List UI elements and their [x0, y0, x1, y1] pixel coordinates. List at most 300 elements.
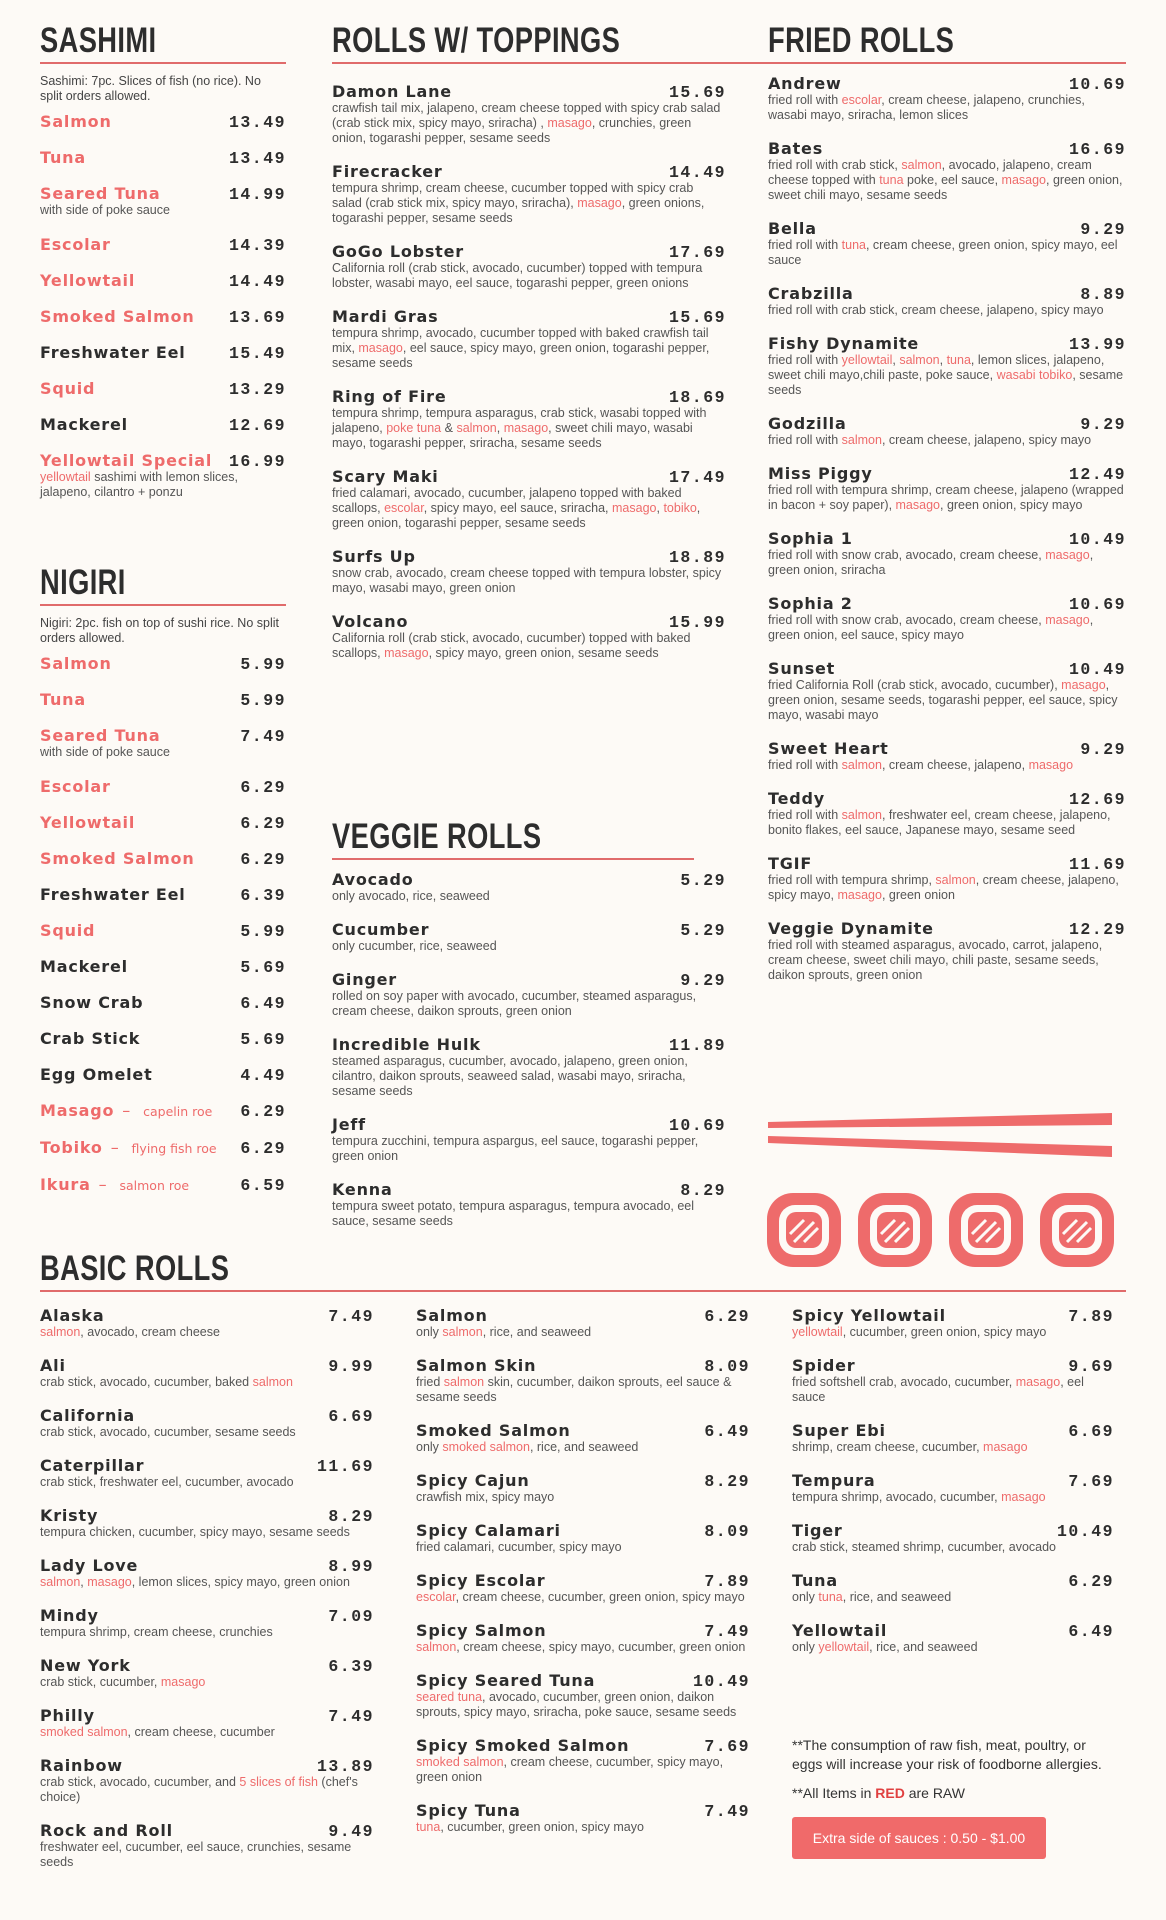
menu-item	[40, 849, 286, 868]
item-name-text: Sophia 1	[768, 529, 853, 548]
item-description: fried softshell crab, avocado, cucumber, masago, eel sauce	[792, 1375, 1084, 1404]
toppings-section	[332, 22, 726, 74]
item-name	[40, 1306, 374, 1325]
item-description: freshwater eel, cucumber, eel sauce, crunchies, sesame seeds	[40, 1840, 352, 1869]
menu-item	[40, 885, 286, 904]
item-price: 6.29	[240, 1139, 286, 1158]
item-name-text: Seared Tuna	[40, 726, 161, 745]
menu-item	[768, 74, 1126, 123]
item-description: tempura chicken, cucumber, spicy mayo, sesame seeds	[40, 1525, 350, 1539]
item-name-text: GoGo Lobster	[332, 242, 464, 261]
basic-list-col1	[40, 1306, 374, 1886]
item-name-text: Alaska	[40, 1306, 105, 1325]
item-name-text: Freshwater Eel	[40, 343, 186, 362]
menu-item	[40, 1456, 374, 1490]
item-name-text: Salmon	[416, 1306, 488, 1325]
item-name-text: Miss Piggy	[768, 464, 873, 483]
item-price: 6.59	[240, 1176, 286, 1195]
item-price: 6.29	[1068, 1572, 1114, 1591]
item-price: 13.89	[316, 1757, 374, 1776]
item-name-text: California	[40, 1406, 136, 1425]
item-price: 6.69	[328, 1407, 374, 1426]
menu-item	[40, 1065, 286, 1084]
item-price: 6.29	[240, 850, 286, 869]
item-price: 5.69	[240, 1030, 286, 1049]
item-price: 8.29	[328, 1507, 374, 1526]
divider	[332, 858, 694, 860]
item-name	[332, 1115, 726, 1134]
item-name-text: Ali	[40, 1356, 66, 1375]
item-price: 10.49	[1056, 1522, 1114, 1541]
item-name-text: Teddy	[768, 789, 825, 808]
item-subtitle: salmon roe	[119, 1178, 190, 1193]
nigiri-list	[40, 654, 286, 1195]
item-description: with side of poke sauce	[40, 745, 170, 759]
item-description: tempura shrimp, tempura asparagus, crab stick, wasabi topped with jalapeno, poke tuna & salmon, masago, sweet chili mayo, wasabi mayo, togarashi pepper, sriracha, sesame seeds	[332, 406, 707, 450]
menu-item	[40, 415, 286, 434]
menu-item	[40, 1356, 374, 1390]
item-description: salmon, masago, lemon slices, spicy mayo, green onion	[40, 1575, 350, 1589]
item-price: 9.29	[1080, 415, 1126, 434]
item-name-text: Firecracker	[332, 162, 443, 181]
item-name	[416, 1571, 750, 1590]
item-name-text: Spicy Calamari	[416, 1521, 561, 1540]
item-description: only tuna, rice, and seaweed	[792, 1590, 952, 1604]
sashimi-list	[40, 112, 286, 500]
item-description: tuna, cucumber, green onion, spicy mayo	[416, 1820, 644, 1834]
item-name	[332, 82, 726, 101]
item-price: 8.99	[328, 1557, 374, 1576]
menu-item	[40, 1556, 374, 1590]
item-name-text: Tuna	[40, 148, 86, 167]
item-price: 7.09	[328, 1607, 374, 1626]
item-price: 7.49	[328, 1707, 374, 1726]
item-name-text: Volcano	[332, 612, 409, 631]
item-name-text: Yellowtail	[40, 271, 136, 290]
menu-item	[768, 414, 1126, 448]
item-name-text: Sweet Heart	[768, 739, 889, 758]
menu-item	[40, 148, 286, 167]
item-description: with side of poke sauce	[40, 203, 170, 217]
item-description: seared tuna, avocado, cucumber, green onion, daikon sprouts, spicy mayo, sriracha, poke sauce, sesame seeds	[416, 1690, 737, 1719]
item-price: 15.69	[668, 83, 726, 102]
menu-item	[416, 1801, 750, 1835]
menu-item	[768, 659, 1126, 723]
menu-item	[768, 739, 1126, 773]
item-price: 7.49	[328, 1307, 374, 1326]
menu-item	[332, 547, 726, 596]
item-price: 6.39	[240, 886, 286, 905]
item-price: 5.99	[240, 922, 286, 941]
item-price: 7.89	[704, 1572, 750, 1591]
menu-item	[768, 284, 1126, 318]
item-name-text: Spicy Cajun	[416, 1471, 530, 1490]
menu-item	[332, 920, 726, 954]
sashimi-note: Sashimi: 7pc. Slices of fish (no rice). No split orders allowed.	[40, 74, 261, 103]
item-name-text: Crab Stick	[40, 1029, 141, 1048]
item-price: 7.89	[1068, 1307, 1114, 1326]
item-description: tempura shrimp, cream cheese, cucumber topped with spicy crab salad (crab stick mix, spicy mayo, sriracha), masago, green onions, togarashi pepper, sesame seeds	[332, 181, 705, 225]
item-name-text: Salmon	[40, 112, 112, 131]
item-price: 6.49	[1068, 1622, 1114, 1641]
item-name-text: Ginger	[332, 970, 398, 989]
item-price: 7.49	[704, 1622, 750, 1641]
item-name-text: Tuna	[792, 1571, 838, 1590]
item-price: 9.29	[1080, 740, 1126, 759]
menu-item	[768, 854, 1126, 903]
menu-item	[332, 1115, 726, 1164]
item-name-text: Rainbow	[40, 1756, 123, 1775]
item-name-text: Spider	[792, 1356, 856, 1375]
item-description: fried calamari, cucumber, spicy mayo	[416, 1540, 622, 1554]
item-name	[332, 970, 726, 989]
menu-item	[40, 690, 286, 709]
item-price: 6.49	[240, 994, 286, 1013]
item-name-text: Surfs Up	[332, 547, 416, 566]
item-price: 7.69	[704, 1737, 750, 1756]
fried-title: FRIED ROLLS	[768, 21, 955, 60]
item-description: fried roll with salmon, cream cheese, jalapeno, spicy mayo	[768, 433, 1092, 447]
item-name-text: Ikura	[40, 1175, 91, 1194]
item-description: only yellowtail, rice, and seaweed	[792, 1640, 978, 1654]
menu-item	[40, 1175, 286, 1195]
menu-item	[40, 271, 286, 290]
item-price: 11.69	[316, 1457, 374, 1476]
item-name-text: Spicy Seared Tuna	[416, 1671, 596, 1690]
item-name-text: Mindy	[40, 1606, 99, 1625]
menu-item	[768, 789, 1126, 838]
item-name-text: Bates	[768, 139, 824, 158]
menu-item	[332, 242, 726, 291]
menu-item	[332, 1035, 726, 1099]
item-description: shrimp, cream cheese, cucumber, masago	[792, 1440, 1028, 1454]
item-price: 15.69	[668, 308, 726, 327]
item-description: crab stick, avocado, cucumber, and 5 slices of fish (chef's choice)	[40, 1775, 358, 1804]
menu-item	[40, 1306, 374, 1340]
item-price: 12.69	[228, 416, 286, 435]
item-price: 14.49	[668, 163, 726, 182]
item-description: fried roll with snow crab, avocado, cream cheese, masago, green onion, sriracha	[768, 548, 1094, 577]
menu-item	[40, 921, 286, 940]
item-name	[332, 162, 726, 181]
menu-item	[40, 1138, 286, 1158]
item-description: California roll (crab stick, avocado, cucumber) topped with tempura lobster, wasabi mayo, eel sauce, togarashi pepper, green onions	[332, 261, 703, 290]
menu-item	[416, 1621, 750, 1655]
item-description: fried California Roll (crab stick, avocado, cucumber), masago, green onion, sesame seeds, togarashi pepper, eel sauce, spicy mayo, wasabi mayo	[768, 678, 1118, 722]
veggie-section	[332, 818, 726, 1245]
item-description: fried roll with salmon, freshwater eel, cream cheese, jalapeno, bonito flakes, eel sauce, Japanese mayo, sesame seed	[768, 808, 1111, 837]
menu-item	[792, 1356, 1114, 1405]
item-price: 16.69	[1068, 140, 1126, 159]
item-price: 18.89	[668, 548, 726, 567]
item-description: tempura shrimp, avocado, cucumber topped with baked crawfish tail mix, masago, eel sauce, spicy mayo, green onion, togarashi pepper, sesame seeds	[332, 326, 710, 370]
menu-item	[40, 451, 286, 500]
item-name-text: Squid	[40, 379, 96, 398]
item-price: 11.69	[1068, 855, 1126, 874]
divider	[768, 62, 1126, 64]
item-name	[332, 1180, 726, 1199]
menu-item	[792, 1306, 1114, 1340]
item-name-text: Yellowtail	[792, 1621, 888, 1640]
item-price: 13.69	[228, 308, 286, 327]
menu-item	[768, 464, 1126, 513]
item-name-text: Bella	[768, 219, 817, 238]
dash-separator: –	[98, 1175, 108, 1194]
item-price: 17.49	[668, 468, 726, 487]
item-price: 13.29	[228, 380, 286, 399]
menu-item	[40, 993, 286, 1012]
menu-item	[40, 1101, 286, 1121]
item-price: 9.69	[1068, 1357, 1114, 1376]
item-price: 6.39	[328, 1657, 374, 1676]
item-name-text: Smoked Salmon	[40, 849, 195, 868]
menu-item	[768, 594, 1126, 643]
menu-item	[416, 1521, 750, 1555]
item-name-text: Sophia 2	[768, 594, 853, 613]
item-description: fried roll with steamed asparagus, avocado, carrot, jalapeno, cream cheese, sweet chili mayo, chili paste, sesame seeds, daikon sprouts, green onion	[768, 938, 1103, 982]
item-description: only smoked salmon, rice, and seaweed	[416, 1440, 639, 1454]
item-name-text: Mackerel	[40, 415, 128, 434]
item-name-text: Jeff	[332, 1115, 366, 1134]
divider	[40, 604, 286, 606]
basic-title: BASIC ROLLS	[40, 1249, 230, 1288]
item-price: 12.29	[1068, 920, 1126, 939]
item-price: 6.29	[704, 1307, 750, 1326]
item-name-text: Fishy Dynamite	[768, 334, 920, 353]
menu-item	[40, 1606, 374, 1640]
item-description: fried roll with tempura shrimp, salmon, cream cheese, jalapeno, spicy mayo, masago, green onion	[768, 873, 1119, 902]
item-name	[416, 1356, 750, 1375]
menu-item	[40, 813, 286, 832]
item-name-text: Super Ebi	[792, 1421, 886, 1440]
item-price: 5.69	[240, 958, 286, 977]
item-name	[332, 870, 726, 889]
item-name-text: Tobiko	[40, 1138, 103, 1157]
item-name	[768, 414, 1126, 433]
item-name-text: Crabzilla	[768, 284, 854, 303]
basic-list-col3	[792, 1306, 1114, 1671]
item-name-text: Lady Love	[40, 1556, 139, 1575]
item-description: only salmon, rice, and seaweed	[416, 1325, 592, 1339]
item-name	[792, 1571, 1114, 1590]
menu-item	[416, 1471, 750, 1505]
item-name-text: Rock and Roll	[40, 1821, 173, 1840]
menu-item	[792, 1471, 1114, 1505]
item-price: 17.69	[668, 243, 726, 262]
menu-item	[416, 1736, 750, 1785]
item-description: fried roll with escolar, cream cheese, jalapeno, crunchies, wasabi mayo, sriracha, lemon slices	[768, 93, 1085, 122]
item-price: 9.29	[1080, 220, 1126, 239]
raw-notice	[792, 1784, 1114, 1803]
menu-item	[332, 1180, 726, 1229]
menu-item	[40, 957, 286, 976]
item-name-text: Spicy Escolar	[416, 1571, 546, 1590]
menu-item	[40, 1506, 374, 1540]
menu-item	[416, 1421, 750, 1455]
item-description: tempura shrimp, cream cheese, crunchies	[40, 1625, 273, 1639]
item-name-text: Squid	[40, 921, 96, 940]
nigiri-title: NIGIRI	[40, 563, 126, 602]
item-name	[792, 1421, 1114, 1440]
item-name	[40, 1606, 374, 1625]
item-name-text: Caterpillar	[40, 1456, 145, 1475]
item-name	[332, 1035, 726, 1054]
item-name	[792, 1306, 1114, 1325]
menu-item	[40, 235, 286, 254]
fried-section	[768, 22, 1126, 999]
item-name	[40, 1656, 374, 1675]
item-name-text: Kristy	[40, 1506, 99, 1525]
item-description: fried roll with tempura shrimp, cream cheese, jalapeno (wrapped in bacon + soy paper), masago, green onion, spicy mayo	[768, 483, 1124, 512]
menu-item	[40, 1706, 374, 1740]
item-name-text: Philly	[40, 1706, 95, 1725]
item-price: 12.49	[1068, 465, 1126, 484]
item-name-text: Snow Crab	[40, 993, 144, 1012]
nigiri-section	[40, 564, 286, 1212]
item-name-text: Ring of Fire	[332, 387, 447, 406]
item-name-text: Escolar	[40, 235, 111, 254]
item-name	[416, 1621, 750, 1640]
item-name	[416, 1421, 750, 1440]
nigiri-note: Nigiri: 2pc. fish on top of sushi rice. No split orders allowed.	[40, 616, 279, 645]
item-name-text: Mackerel	[40, 957, 128, 976]
item-name-text: Smoked Salmon	[416, 1421, 571, 1440]
item-description: tempura zucchini, tempura aspargus, eel sauce, togarashi pepper, green onion	[332, 1134, 699, 1163]
menu-item	[40, 654, 286, 673]
item-name	[40, 1356, 374, 1375]
item-subtitle: flying fish roe	[131, 1141, 217, 1156]
item-name	[792, 1356, 1114, 1375]
menu-item	[40, 1029, 286, 1048]
sauce-price-badge: Extra side of sauces : 0.50 - $1.00	[792, 1817, 1046, 1859]
item-description: snow crab, avocado, cream cheese topped with tempura lobster, spicy mayo, wasabi mayo, green onion	[332, 566, 722, 595]
item-price: 10.49	[1068, 530, 1126, 549]
item-price: 8.89	[1080, 285, 1126, 304]
basic-section	[40, 1250, 1126, 1292]
item-price: 6.29	[240, 814, 286, 833]
raw-notice-prefix: **All Items in	[792, 1785, 876, 1801]
item-name-text: Spicy Smoked Salmon	[416, 1736, 630, 1755]
raw-notice-red: RED	[875, 1785, 905, 1801]
item-description: smoked salmon, cream cheese, cucumber, spicy mayo, green onion	[416, 1755, 724, 1784]
item-name	[40, 1706, 374, 1725]
item-name-text: Mardi Gras	[332, 307, 439, 326]
sashimi-title: SASHIMI	[40, 21, 157, 60]
menu-item	[40, 726, 286, 760]
toppings-list	[332, 82, 726, 677]
veggie-title: VEGGIE ROLLS	[332, 817, 542, 856]
item-name	[416, 1471, 750, 1490]
item-description: tempura sweet potato, tempura asparagus, tempura avocado, eel sauce, sesame seeds	[332, 1199, 695, 1228]
menu-item	[792, 1621, 1114, 1655]
item-price: 14.99	[228, 185, 286, 204]
menu-item	[332, 970, 726, 1019]
menu-item	[40, 1406, 374, 1440]
item-name-text: Egg Omelet	[40, 1065, 153, 1084]
item-name-text: Scary Maki	[332, 467, 439, 486]
menu-item	[332, 612, 726, 661]
item-name-text: Sunset	[768, 659, 836, 678]
item-name-text: Salmon Skin	[416, 1356, 537, 1375]
menu-item	[792, 1521, 1114, 1555]
item-name	[332, 467, 726, 486]
footer	[792, 1736, 1114, 1859]
menu-item	[332, 307, 726, 371]
item-name-text: Kenna	[332, 1180, 393, 1199]
menu-item	[332, 82, 726, 146]
item-description: tempura shrimp, avocado, cucumber, masago	[792, 1490, 1046, 1504]
item-name	[40, 1406, 374, 1425]
item-price: 14.39	[228, 236, 286, 255]
item-name-text: Yellowtail	[40, 813, 136, 832]
item-price: 5.29	[680, 871, 726, 890]
divider	[40, 62, 286, 64]
item-name-text: New York	[40, 1656, 131, 1675]
item-price: 10.69	[1068, 595, 1126, 614]
item-name	[332, 920, 726, 939]
item-price: 14.49	[228, 272, 286, 291]
menu-item	[40, 307, 286, 326]
item-name-text: Yellowtail Special	[40, 451, 213, 470]
item-description: crab stick, avocado, cucumber, baked salmon	[40, 1375, 293, 1389]
item-name-text: Avocado	[332, 870, 414, 889]
item-description: fried roll with crab stick, salmon, avocado, jalapeno, cream cheese topped with tuna poke, eel sauce, masago, green onion, sweet chili mayo, sesame seeds	[768, 158, 1123, 202]
item-name	[768, 219, 1126, 238]
item-name-text: Tempura	[792, 1471, 876, 1490]
menu-item	[416, 1356, 750, 1405]
item-name	[792, 1471, 1114, 1490]
item-name-text: Salmon	[40, 654, 112, 673]
menu-item	[40, 184, 286, 218]
item-name-text: Andrew	[768, 74, 842, 93]
menu-item	[332, 387, 726, 451]
item-price: 13.49	[228, 113, 286, 132]
item-name	[40, 1506, 374, 1525]
item-description: fried roll with salmon, cream cheese, jalapeno, masago	[768, 758, 1074, 772]
menu-item	[40, 112, 286, 131]
item-name	[40, 1556, 374, 1575]
item-name-text: Smoked Salmon	[40, 307, 195, 326]
menu-item	[768, 139, 1126, 203]
item-description: rolled on soy paper with avocado, cucumber, steamed asparagus, cream cheese, daikon sprouts, green onion	[332, 989, 697, 1018]
item-price: 8.09	[704, 1522, 750, 1541]
item-name-text: Godzilla	[768, 414, 847, 433]
item-description: fried roll with yellowtail, salmon, tuna, lemon slices, jalapeno, sweet chili mayo,chili paste, poke sauce, wasabi tobiko, sesame seeds	[768, 353, 1124, 397]
item-price: 9.29	[680, 971, 726, 990]
menu-item	[768, 919, 1126, 983]
item-price: 8.29	[704, 1472, 750, 1491]
item-name	[416, 1521, 750, 1540]
item-description: only cucumber, rice, seaweed	[332, 939, 497, 953]
item-price: 13.99	[1068, 335, 1126, 354]
item-price: 7.49	[240, 727, 286, 746]
item-name-text: Spicy Tuna	[416, 1801, 521, 1820]
item-price: 6.29	[240, 778, 286, 797]
menu-item	[416, 1671, 750, 1720]
item-price: 10.49	[1068, 660, 1126, 679]
item-price: 10.69	[1068, 75, 1126, 94]
item-price: 15.49	[228, 344, 286, 363]
item-price: 8.09	[704, 1357, 750, 1376]
item-description: fried roll with crab stick, cream cheese, jalapeno, spicy mayo	[768, 303, 1104, 317]
item-description: crawfish tail mix, jalapeno, cream cheese topped with spicy crab salad (crab stick mix, spicy mayo, sriracha) , masago, crunchies, green onion, togarashi pepper, sesame seeds	[332, 101, 721, 145]
menu-item	[792, 1421, 1114, 1455]
item-description: escolar, cream cheese, cucumber, green onion, spicy mayo	[416, 1590, 745, 1604]
item-price: 16.99	[228, 452, 286, 471]
item-price: 7.49	[704, 1802, 750, 1821]
item-description: steamed asparagus, cucumber, avocado, jalapeno, green onion, cilantro, daikon sprouts, seaweed salad, wasabi mayo, sriracha, sesame seeds	[332, 1054, 688, 1098]
item-description: yellowtail sashimi with lemon slices, jalapeno, cilantro + ponzu	[40, 470, 238, 499]
